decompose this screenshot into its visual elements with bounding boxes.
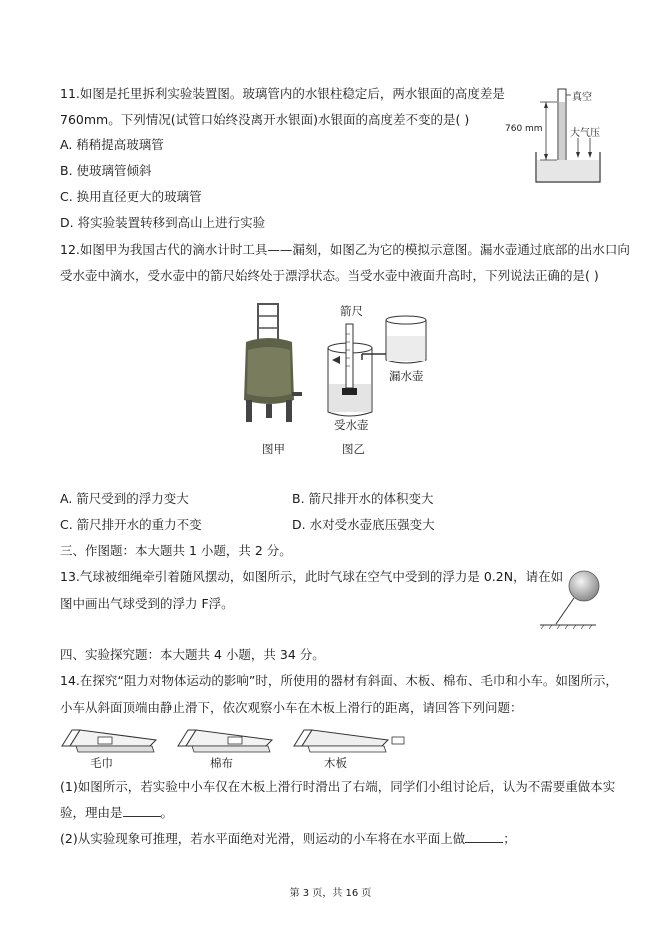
q12-line1: 12.如图甲为我国古代的滴水计时工具——漏刻，如图乙为它的模拟示意图。漏水壶通过底部的出水口向 — [60, 242, 630, 257]
vacuum-label: 真空 — [572, 92, 592, 103]
surface-board-label: 木板 — [324, 756, 347, 770]
q14-sub1-text: 验，理由是 — [60, 805, 123, 820]
balloon-figure — [540, 568, 602, 630]
q12-option-c: C. 箭尺排开水的重力不变 — [60, 517, 202, 532]
leak-pot-label: 漏水壶 — [389, 369, 424, 383]
section-3-heading: 三、作图题：本大题共 1 小题，共 2 分。 — [60, 543, 292, 558]
q14-line1: 14.在探究“阻力对物体运动的影响”时，所使用的器材有斜面、木板、棉布、毛巾和小车。如图所示， — [60, 673, 618, 688]
answer-blank-1 — [123, 805, 161, 817]
q14-sub1-line2 — [60, 805, 173, 821]
receive-pot-label: 受水壶 — [334, 418, 369, 432]
page-footer: 第 3 页，共 16 页 — [289, 888, 372, 899]
ancient-water-clock-figure — [236, 300, 306, 430]
answer-blank-2 — [465, 831, 503, 843]
surface-cotton-label: 棉布 — [210, 756, 233, 770]
q11-line2: 760mm。下列情况(试管口始终没离开水银面)水银面的高度差不变的是( ) — [60, 112, 470, 127]
q12-option-d: D. 水对受水壶底压强变大 — [292, 517, 435, 532]
q13-line2: 图中画出气球受到的浮力 F浮。 — [60, 596, 234, 611]
section-4-heading: 四、实验探究题：本大题共 4 小题，共 34 分。 — [60, 647, 325, 662]
height-label: 760 mm — [505, 124, 543, 134]
incline-experiment-figure — [58, 724, 418, 754]
fig-b-label: 图乙 — [342, 442, 365, 456]
q12-option-a: A. 箭尺受到的浮力变大 — [60, 491, 189, 506]
q14-line2: 小车从斜面顶端由静止滑下，依次观察小车在木板上滑行的距离，请回答下列问题： — [60, 700, 523, 715]
q14-sub2-line — [60, 831, 516, 847]
fig-a-label: 图甲 — [262, 442, 285, 456]
q11-option-b: B. 使玻璃管倾斜 — [60, 163, 152, 178]
q14-sub2-end: ； — [503, 831, 516, 846]
arrow-ruler-label: 箭尺 — [340, 304, 363, 318]
q14-sub2-text: (2)从实验现象可推理，若水平面绝对光滑，则运动的小车将在水平面上做 — [60, 831, 466, 846]
pressure-label: 大气压 — [570, 128, 600, 139]
surface-towel-label: 毛巾 — [90, 756, 113, 770]
q11-option-d: D. 将实验装置转移到高山上进行实验 — [60, 215, 266, 230]
q11-option-a: A. 稍稍提高玻璃管 — [60, 137, 164, 152]
q12-option-b: B. 箭尺排开水的体积变大 — [292, 491, 434, 506]
q13-line1: 13.气球被细绳牵引着随风摆动，如图所示，此时气球在空气中受到的浮力是 0.2N，请在如 — [60, 569, 564, 584]
q12-line2: 受水壶中滴水，受水壶中的箭尺始终处于漂浮状态。当受水壶中液面升高时，下列说法正确的是( ) — [60, 268, 599, 283]
q14-sub1-end: 。 — [160, 805, 174, 820]
q11-line1: 11.如图是托里拆利实验装置图。玻璃管内的水银柱稳定后，两水银面的高度差是 — [60, 86, 505, 101]
q11-option-c: C. 换用直径更大的玻璃管 — [60, 189, 202, 204]
q14-sub1-line1: (1)如图所示，若实验中小车仅在木板上滑行时滑出了右端，同学们小组讨论后，认为不需要重做本实 — [60, 779, 616, 794]
